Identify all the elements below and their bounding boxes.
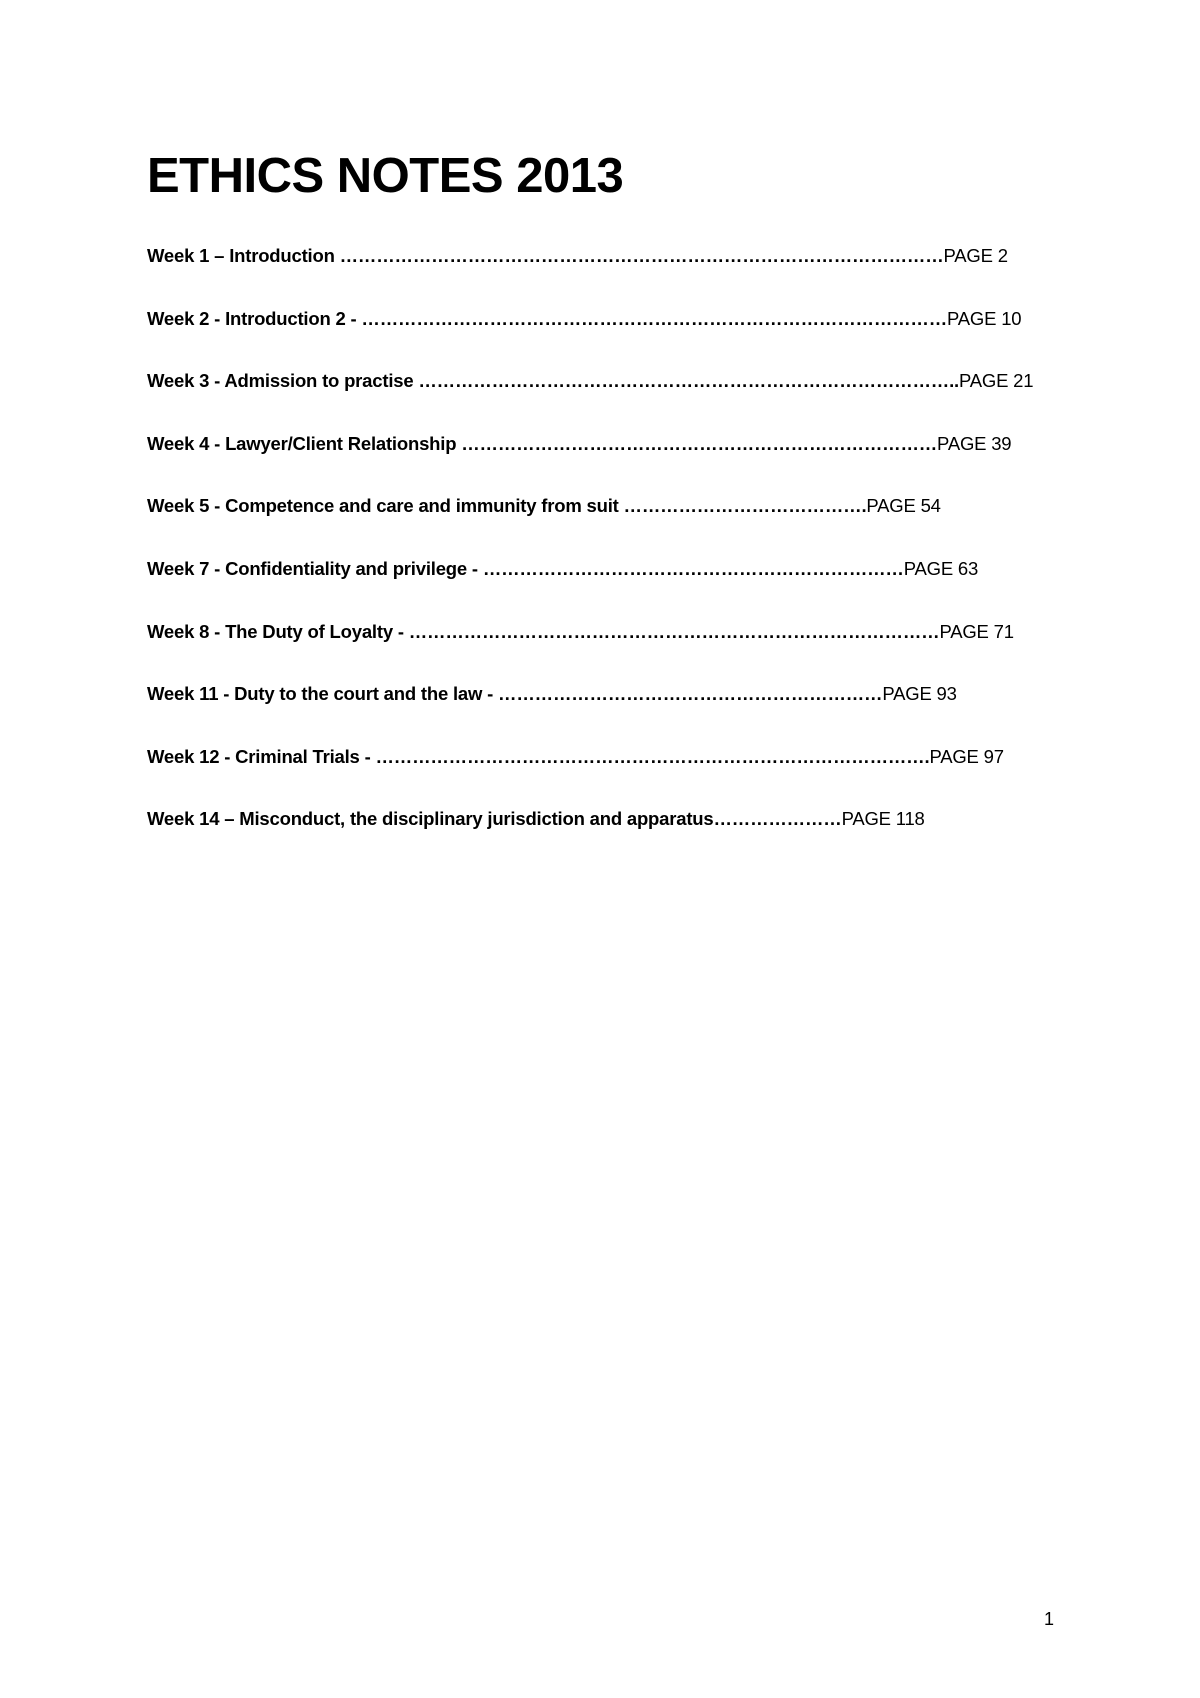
toc-entry-text: Week 5 - Competence and care and immunity from suit …………………………………. (147, 495, 867, 517)
toc-entry-page: PAGE 39 (937, 432, 1012, 454)
toc-entry-page: PAGE 21 (958, 370, 1034, 392)
toc-entry-week-14 (147, 805, 1007, 868)
document-title: ETHICS NOTES 2013 (147, 149, 624, 203)
toc-entry-week-2 (147, 305, 1022, 368)
toc-entry-page: PAGE 63 (903, 557, 979, 579)
toc-entry-week-4 (147, 430, 1012, 493)
toc-entry-page: PAGE 71 (939, 620, 1014, 642)
toc-entry-week-3 (147, 367, 1034, 430)
toc-entry-week-7 (147, 555, 1007, 618)
toc-entry-text: Week 14 – Misconduct, the disciplinary jurisdiction and apparatus………………… (147, 808, 842, 830)
toc-entry-text: Week 1 – Introduction ……………………………………………………………………………………… (147, 245, 944, 266)
toc-entry-week-1 (147, 242, 1007, 305)
toc-entry-page: PAGE 10 (947, 307, 1022, 329)
toc-entry-text: Week 11 - Duty to the court and the law - ……………………………………………………… (147, 683, 883, 705)
toc-entry-text: Week 3 - Admission to practise …………………………………………………………………………….. (147, 370, 959, 392)
toc-entry-week-5 (147, 492, 1007, 555)
toc-entry-week-12 (147, 743, 1007, 806)
table-of-contents (147, 242, 1034, 868)
toc-entry-page: PAGE 97 (929, 745, 1004, 767)
toc-entry-page: PAGE 118 (841, 808, 925, 830)
toc-entry-week-8 (147, 618, 1014, 681)
toc-entry-text: Week 8 - The Duty of Loyalty - …………………………………………………………………………… (147, 620, 940, 642)
toc-entry-text: Week 7 - Confidentiality and privilege - …………………………………………………………… (147, 557, 904, 579)
toc-entry-week-11 (147, 680, 1007, 743)
page-number: 1 (1044, 1609, 1055, 1629)
toc-entry-page: PAGE 93 (882, 683, 957, 705)
toc-entry-text: Week 2 - Introduction 2 - …………………………………………………………………………………… (147, 307, 948, 329)
toc-entry-page: PAGE 54 (866, 495, 941, 517)
toc-entry-text: Week 12 - Criminal Trials - ………………………………………………………………………………. (147, 745, 930, 767)
toc-entry-page: PAGE 2 (943, 245, 1008, 266)
toc-entry-text: Week 4 - Lawyer/Client Relationship …………………………………………………………………… (147, 432, 938, 454)
